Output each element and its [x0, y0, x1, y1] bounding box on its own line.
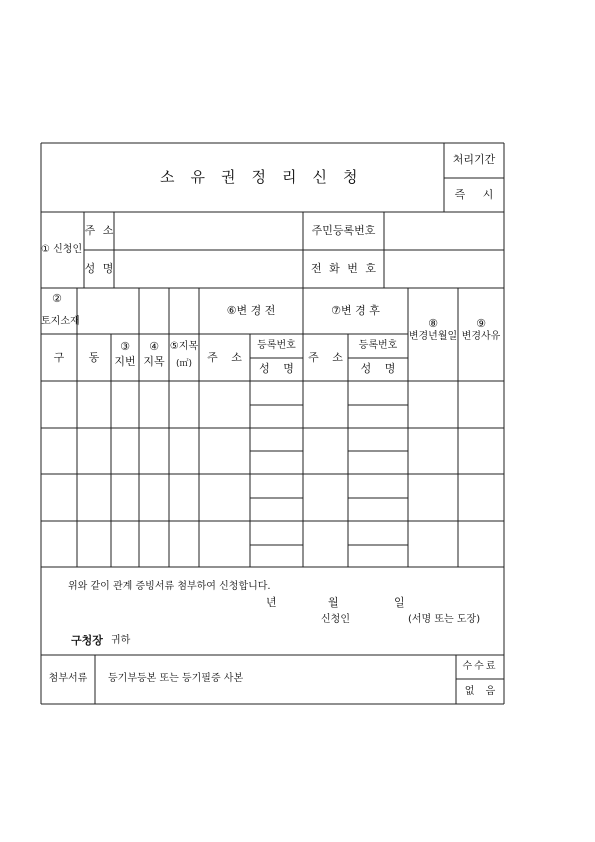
column-category-label: 지목: [143, 355, 165, 368]
before-reg-number-label: 등록번호: [257, 340, 296, 351]
recipient-title: 구청장: [71, 634, 103, 647]
before-name-label: 성 명: [259, 362, 294, 375]
date-day: 일: [394, 596, 405, 609]
phone-label: 전 화 번 호: [311, 262, 376, 275]
after-change-label: ⑦변 경 후: [331, 304, 380, 317]
before-address-label: 주 소: [207, 351, 242, 364]
after-name-label: 성 명: [360, 362, 396, 375]
column-gu: 구: [53, 351, 65, 364]
form-title: 소유권정리신청: [160, 168, 374, 186]
processing-period-value: 즉 시: [454, 188, 494, 201]
change-date-number: ⑧: [428, 317, 438, 330]
land-location-number: ②: [52, 292, 62, 305]
after-reg-number-label: 등록번호: [358, 340, 398, 351]
address-label: 주 소: [84, 224, 114, 237]
change-date-label: 변경년월일: [408, 331, 458, 342]
fee-value: 없 음: [464, 686, 496, 697]
applicant-section-label: ① 신청인: [41, 244, 83, 255]
recipient-suffix: 귀하: [111, 635, 131, 646]
after-address-label: 주 소: [308, 351, 343, 364]
name-label: 성 명: [84, 262, 114, 275]
column-dong: 동: [88, 351, 100, 364]
attachments-label: 첨부서류: [48, 673, 88, 684]
change-reason-label: 변경사유: [461, 331, 501, 342]
attachments-value: 등기부등본 또는 등기필증 사본: [108, 673, 244, 684]
date-month: 월: [328, 596, 339, 609]
column-area-label: ⑤지목: [169, 341, 199, 352]
processing-period-label: 처리기간: [452, 153, 496, 166]
fee-label: 수수료: [462, 661, 498, 672]
signature-note: (서명 또는 도장): [408, 614, 481, 625]
column-lot-number-label: 지번: [114, 355, 136, 368]
applicant-signature-label: 신청인: [321, 614, 350, 625]
before-change-label: ⑥변 경 전: [226, 304, 276, 317]
change-reason-number: ⑨: [476, 317, 486, 330]
date-year: 년: [266, 596, 277, 609]
column-category-num: ④: [149, 340, 159, 353]
resident-number-label: 주민등록번호: [311, 224, 376, 237]
column-lot-number-num: ③: [120, 340, 130, 353]
column-area-unit: (㎡): [175, 359, 193, 369]
land-location-label: 토지소재: [41, 316, 80, 327]
declaration-statement: 위와 같이 관계 증빙서류 첨부하여 신청합니다.: [68, 581, 271, 592]
